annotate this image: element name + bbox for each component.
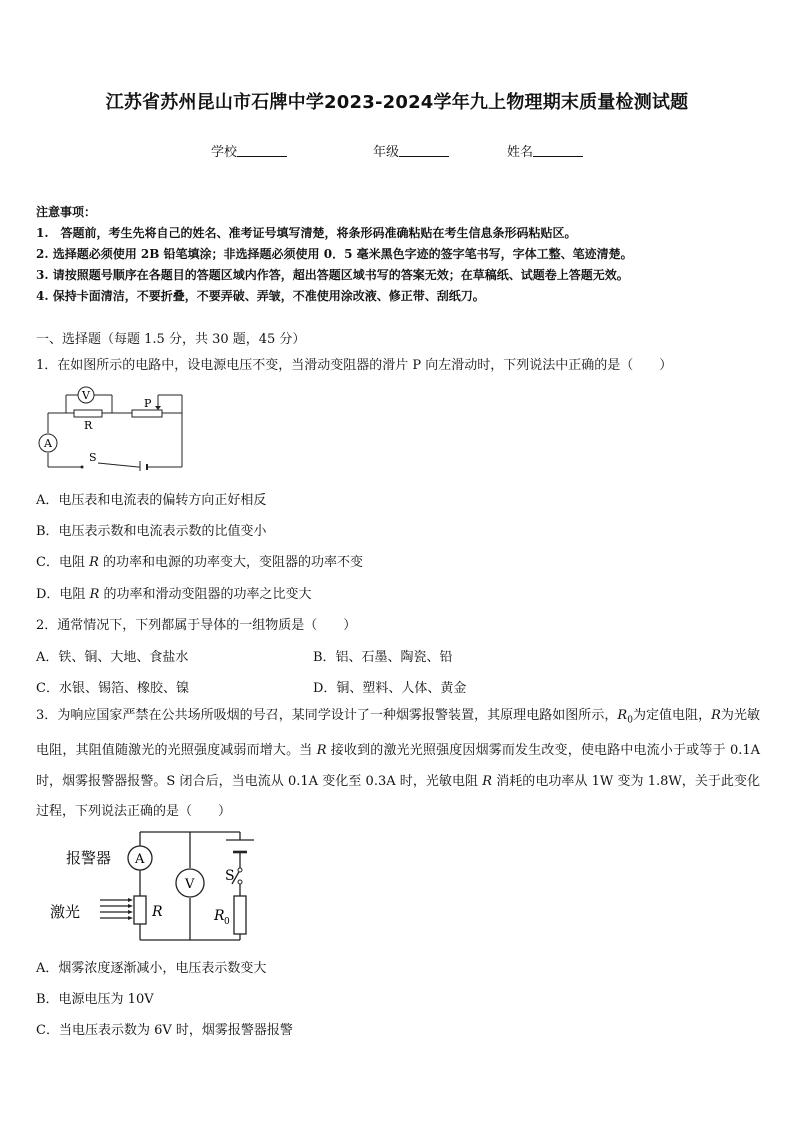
notice-heading: 注意事项： [36, 205, 97, 219]
q3-label-a: A [135, 852, 145, 867]
q3-label-laser: 激光 [50, 903, 81, 921]
q1-circuit-diagram [36, 383, 188, 471]
q2-stem: 2．通常情况下，下列都属于导体的一组物质是（ ） [36, 618, 357, 633]
q3-photoresistor-r [134, 896, 146, 924]
q1-label-a: A [44, 437, 52, 450]
q1-stem: 1．在如图所示的电路中，设电源电压不变，当滑动变阻器的滑片 P 向左滑动时，下列说法中正确的是（ ） [36, 358, 673, 373]
q1-label-p: P [144, 397, 152, 410]
q3-option-b: B．电源电压为 10V [36, 992, 154, 1007]
q3-label-r0: R [214, 908, 225, 924]
q3-circuit-diagram [44, 826, 274, 948]
notice-item-1: 1. 答题前，考生先将自己的姓名、准考证号填写清楚，将条形码准确粘贴在考生信息条形码粘贴区。 [36, 226, 577, 240]
school-field [211, 141, 287, 160]
q1-label-v: V [82, 389, 90, 402]
school-blank [237, 144, 287, 157]
q3-laser-arrows [100, 900, 130, 918]
q3-stem: 3．为响应国家严禁在公共场所吸烟的号召，某同学设计了一种烟雾报警装置，其原理电路如图所示，$R_0$为定值电阻，R为光敏电阻，其阻值随激光的光照强度减弱而增大。当 R 接收到的激光光照强度因烟雾而发生改变，使电路中电流小于或等于 0.1A 时，烟雾报警器报警。S 闭合后，当电流从 0.1A 变化至 0.3A 时，光敏电阻 R 消耗的电功率从 1W 变为 1.8W，关于此变化过程，下列说法正确的是（ ） [36, 708, 761, 820]
name-field [507, 141, 583, 160]
q3-switch-contact-top [238, 868, 242, 872]
q1-option-a: A．电压表和电流表的偏转方向正好相反 [36, 493, 267, 508]
q1-slider-arrow [155, 406, 161, 410]
grade-label: 年级 [373, 145, 400, 160]
q1-option-b: B．电压表示数和电流表示数的比值变小 [36, 524, 267, 539]
notice-item-3: 3. 请按照题号顺序在各题目的答题区域内作答，超出答题区域书写的答案无效；在草稿纸、试题卷上答题无效。 [36, 268, 629, 282]
q1-resistor-r [74, 410, 102, 417]
q1-label-s: S [89, 451, 97, 464]
q3-label-v: V [185, 877, 195, 892]
school-label: 学校 [211, 145, 238, 160]
q2-option-a: A．铁、铜、大地、食盐水 [36, 650, 189, 665]
name-label: 姓名 [507, 145, 534, 160]
q1-option-d: D．电阻 R 的功率和滑动变阻器的功率之比变大 [36, 587, 312, 602]
q3-label-r: R [152, 904, 163, 920]
q3-switch-contact-bottom [238, 880, 242, 884]
q3-option-a: A．烟雾浓度逐渐减小，电压表示数变大 [36, 961, 267, 976]
q3-resistor-r0 [234, 896, 246, 934]
q1-option-c: C．电阻 R 的功率和电源的功率变大，变阻器的功率不变 [36, 555, 364, 570]
grade-blank [399, 144, 449, 157]
page-title: 江苏省苏州昆山市石牌中学2023-2024学年九上物理期末质量检测试题 [105, 92, 689, 113]
name-blank [533, 144, 583, 157]
q2-option-c: C．水银、锡箔、橡胶、镍 [36, 681, 189, 696]
q3-option-c: C．当电压表示数为 6V 时，烟雾报警器报警 [36, 1023, 293, 1038]
section-heading: 一、选择题（每题 1.5 分，共 30 题，45 分） [36, 332, 306, 347]
notice-item-2: 2. 选择题必须使用 2B 铅笔填涂；非选择题必须使用 0．5 毫米黑色字迹的签字笔书写，字体工整、笔迹清楚。 [36, 247, 633, 261]
q1-label-r: R [84, 419, 93, 432]
q3-label-r0-sub: 0 [224, 917, 230, 927]
q2-option-b: B．铝、石墨、陶瓷、铅 [313, 650, 453, 665]
q1-switch-contact [81, 466, 84, 469]
q3-label-alarm: 报警器 [66, 849, 112, 867]
q1-rheostat [132, 410, 162, 417]
q3-label-s: S [225, 868, 235, 884]
q2-option-d: D．铜、塑料、人体、黄金 [313, 681, 467, 696]
grade-field [373, 141, 449, 160]
notice-item-4: 4. 保持卡面清洁，不要折叠，不要弄破、弄皱，不准使用涂改液、修正带、刮纸刀。 [36, 289, 485, 303]
